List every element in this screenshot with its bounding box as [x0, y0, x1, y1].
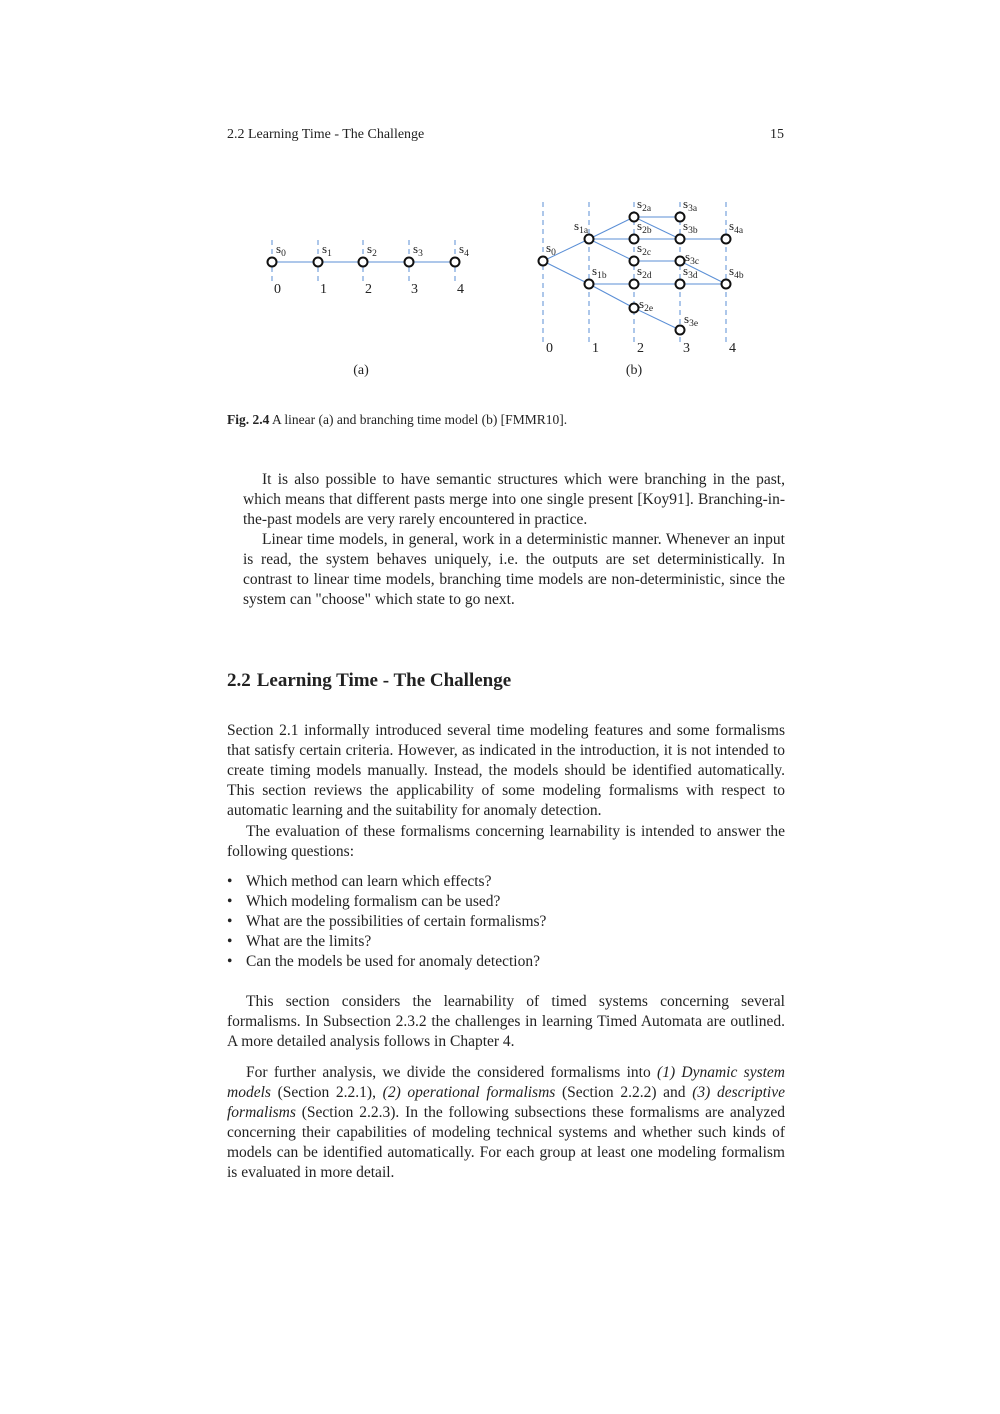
state-node: [539, 257, 548, 266]
list-item: • Which method can learn which effects?: [227, 872, 546, 892]
state-node: [630, 304, 639, 313]
state-node: [314, 258, 323, 267]
transition-edge: [543, 261, 589, 284]
figure-caption: [227, 412, 567, 428]
state-node: [451, 258, 460, 267]
state-label: $s_3$: [413, 241, 423, 259]
running-header: 2.2 Learning Time - The Challenge: [227, 127, 425, 142]
state-label: $s_{2a}$: [637, 196, 652, 214]
paragraph-further-analysis: For further analysis, we divide the considered formalisms into (1) Dynamic system models (Section 2.2.1), (2) operational formalisms (Section 2.2.2) and (3) descriptive formalisms (Section 2.2.3). In the following subsections these formalisms are analyzed concerning their capabilities of modeling technical systems and whether such kinds of models can be identified automatically. For each group at least one modeling formalism is evaluated in more detail.: [227, 1064, 786, 1182]
state-node: [676, 235, 685, 244]
tick-label: 3: [683, 341, 690, 356]
paragraph-questions-intro: The evaluation of these formalisms concerning learnability is intended to answer the following questions:: [227, 823, 785, 861]
state-node: [405, 258, 414, 267]
state-label: $s_{1b}$: [592, 263, 607, 281]
state-label: $s_{1a}$: [574, 218, 589, 236]
state-node: [676, 326, 685, 335]
state-node: [722, 235, 731, 244]
tick-label: 2: [365, 282, 372, 297]
list-item: • What are the limits?: [227, 932, 546, 952]
caption-label: Fig. 2.4: [227, 412, 270, 427]
caption-text: A linear (a) and branching time model (b) [FMMR10].: [272, 412, 568, 427]
state-label: $s_{4a}$: [729, 218, 744, 236]
paragraph-learnability: This section considers the learnability of timed systems concerning several formalisms. In Subsection 2.3.2 the challenges in learning Timed Automata are outlined. A more detailed analysis follows in Chapter 4.: [227, 993, 785, 1051]
state-label: $s_{2e}$: [639, 296, 654, 314]
state-label: $s_{2d}$: [637, 263, 652, 281]
state-node: [676, 280, 685, 289]
state-label: $s_{2c}$: [637, 240, 652, 258]
section-heading: 2.2 Learning Time - The Challenge: [227, 670, 512, 691]
questions-list: [227, 872, 546, 972]
tick-label: 3: [411, 282, 418, 297]
state-label: $s_{3b}$: [683, 218, 698, 236]
subfigure-label-b: (b): [625, 363, 643, 378]
list-item: • Can the models be used for anomaly detection?: [227, 952, 546, 972]
state-label: $s_0$: [276, 241, 286, 259]
state-label: $s_1$: [322, 241, 332, 259]
state-label: $s_4$: [459, 241, 469, 259]
state-label: $s_{3d}$: [683, 263, 698, 281]
state-label: $s_{3c}$: [685, 249, 700, 267]
transition-edge: [634, 308, 680, 330]
state-label: $s_{2b}$: [637, 218, 652, 236]
list-item: • What are the possibilities of certain formalisms?: [227, 912, 546, 932]
tick-label: 0: [274, 282, 281, 297]
state-node: [722, 280, 731, 289]
list-item: • Which modeling formalism can be used?: [227, 892, 546, 912]
state-label: $s_{3e}$: [684, 311, 699, 329]
paragraph-section-intro: Section 2.1 informally introduced several time modeling features and some formalisms that satisfy certain criteria. However, as indicated in the introduction, it is not intended to create timing models manually. Instead, the models should be identified automatically. This section reviews the applicability of some modeling formalisms with respect to automatic learning and the suitability for anomaly detection.: [227, 722, 785, 820]
tick-label: 0: [546, 341, 553, 356]
transition-edge: [589, 284, 634, 308]
paragraph-linear-time: Linear time models, in general, work in a deterministic manner. Whenever an input is read, the system behaves uniquely, i.e. the outputs are set deterministically. In contrast to linear time models, branching time models are non-deterministic, since the system can "choose" which state to go next.: [243, 531, 785, 609]
tick-label: 4: [457, 282, 464, 297]
state-label: $s_2$: [367, 241, 377, 259]
tick-label: 2: [637, 341, 644, 356]
state-node: [585, 280, 594, 289]
transition-edge: [589, 217, 634, 239]
state-node: [268, 258, 277, 267]
state-label: $s_{3a}$: [683, 196, 698, 214]
paragraph-branching-past: It is also possible to have semantic structures which were branching in the past, which means that different pasts merge into one single present [Koy91]. Branching-in-the-past models are very rarely encountered in practice.: [243, 471, 785, 529]
state-node: [630, 280, 639, 289]
state-node: [359, 258, 368, 267]
figure-2-4: [0, 190, 1000, 390]
state-label: $s_{4b}$: [729, 263, 744, 281]
state-label: $s_0$: [546, 240, 556, 258]
tick-label: 4: [729, 341, 736, 356]
tick-label: 1: [592, 341, 599, 356]
subfigure-label-a: (a): [353, 363, 369, 378]
page-number: 15: [770, 127, 784, 142]
tick-label: 1: [320, 282, 327, 297]
transition-edge: [589, 239, 634, 261]
